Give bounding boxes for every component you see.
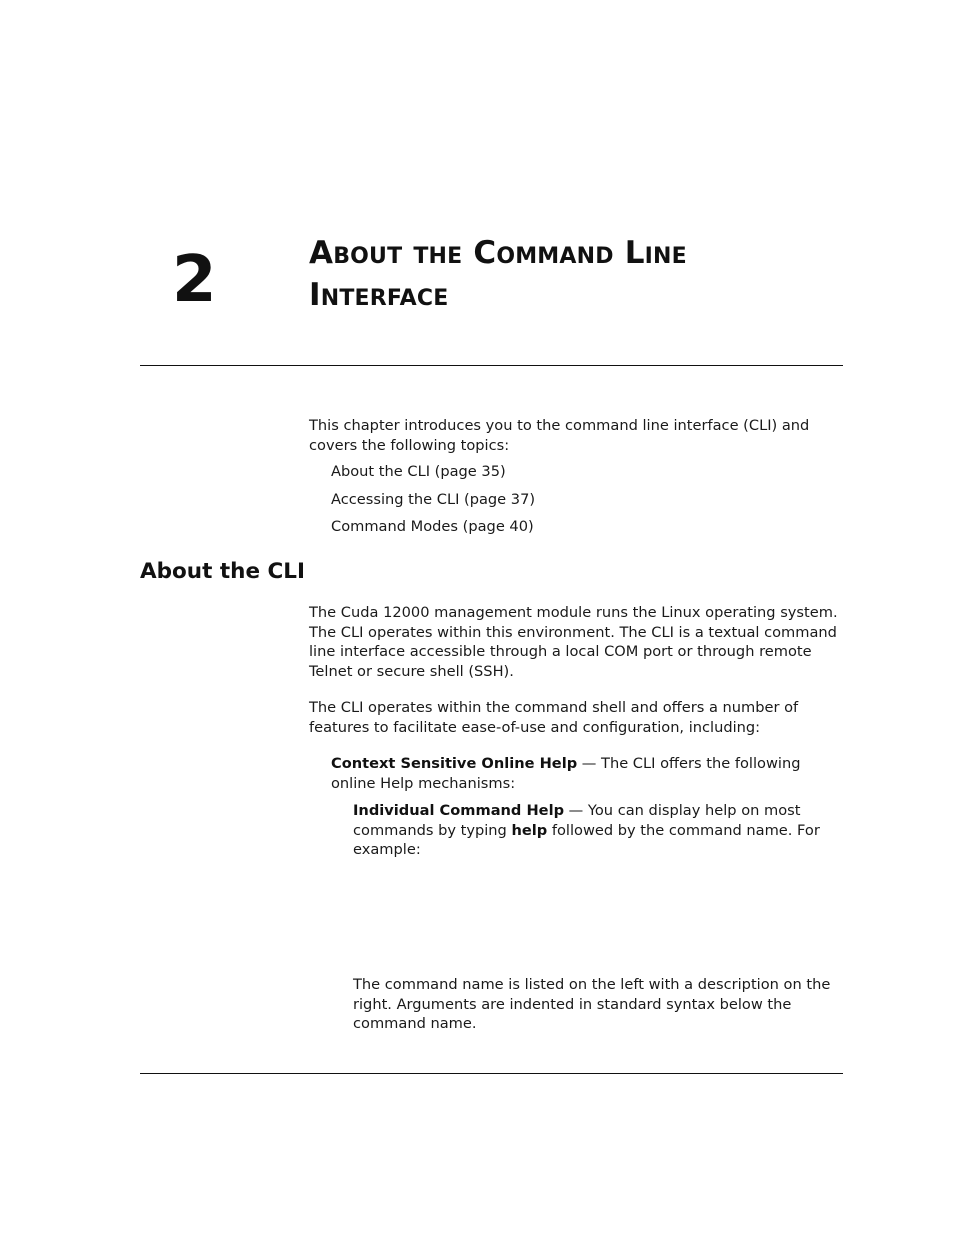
header-divider — [140, 365, 843, 366]
chapter-title-line2: Interface — [309, 277, 449, 313]
subfeature-description-a: — You can display help on most commands by typing — [353, 802, 801, 839]
subfeature-term: Individual Command Help — [353, 802, 565, 819]
topic-list — [331, 462, 831, 545]
topic-item-command-modes[interactable]: Command Modes (page 40) — [331, 518, 534, 535]
section-paragraph-2: The CLI operates within the command shell and offers a number of features to facilitate ease-of-use and configuration, including: — [309, 699, 799, 736]
chapter-title — [309, 232, 849, 316]
feature-description: — The CLI offers the following online Help mechanisms: — [331, 755, 801, 792]
subfeature-description-b: followed by the command name. For example: — [353, 821, 820, 859]
topic-item-about-cli[interactable]: About the CLI (page 35) — [331, 463, 506, 480]
intro-paragraph: This chapter introduces you to the command line interface (CLI) and covers the following topics: — [309, 417, 810, 454]
help-keyword: help — [511, 821, 548, 839]
feature-item — [331, 754, 841, 793]
feature-term: Context Sensitive Online Help — [331, 755, 578, 772]
section-paragraph-1: The Cuda 12000 management module runs the Linux operating system. The CLI operates within this environment. The CLI is a textual command line interface accessible through a local COM port or through remote Telnet or secure shell (SSH). — [309, 604, 838, 680]
chapter-title-line1: About the Command Line — [309, 235, 687, 271]
footer-divider — [140, 1073, 843, 1074]
note-paragraph: The command name is listed on the left with a description on the right. Arguments are indented in standard syntax below the command name. — [353, 976, 831, 1033]
section-heading: About the CLI — [140, 559, 305, 584]
subfeature-item — [353, 801, 841, 860]
topic-item-accessing-cli[interactable]: Accessing the CLI (page 37) — [331, 490, 536, 508]
chapter-number: 2 — [172, 243, 217, 317]
